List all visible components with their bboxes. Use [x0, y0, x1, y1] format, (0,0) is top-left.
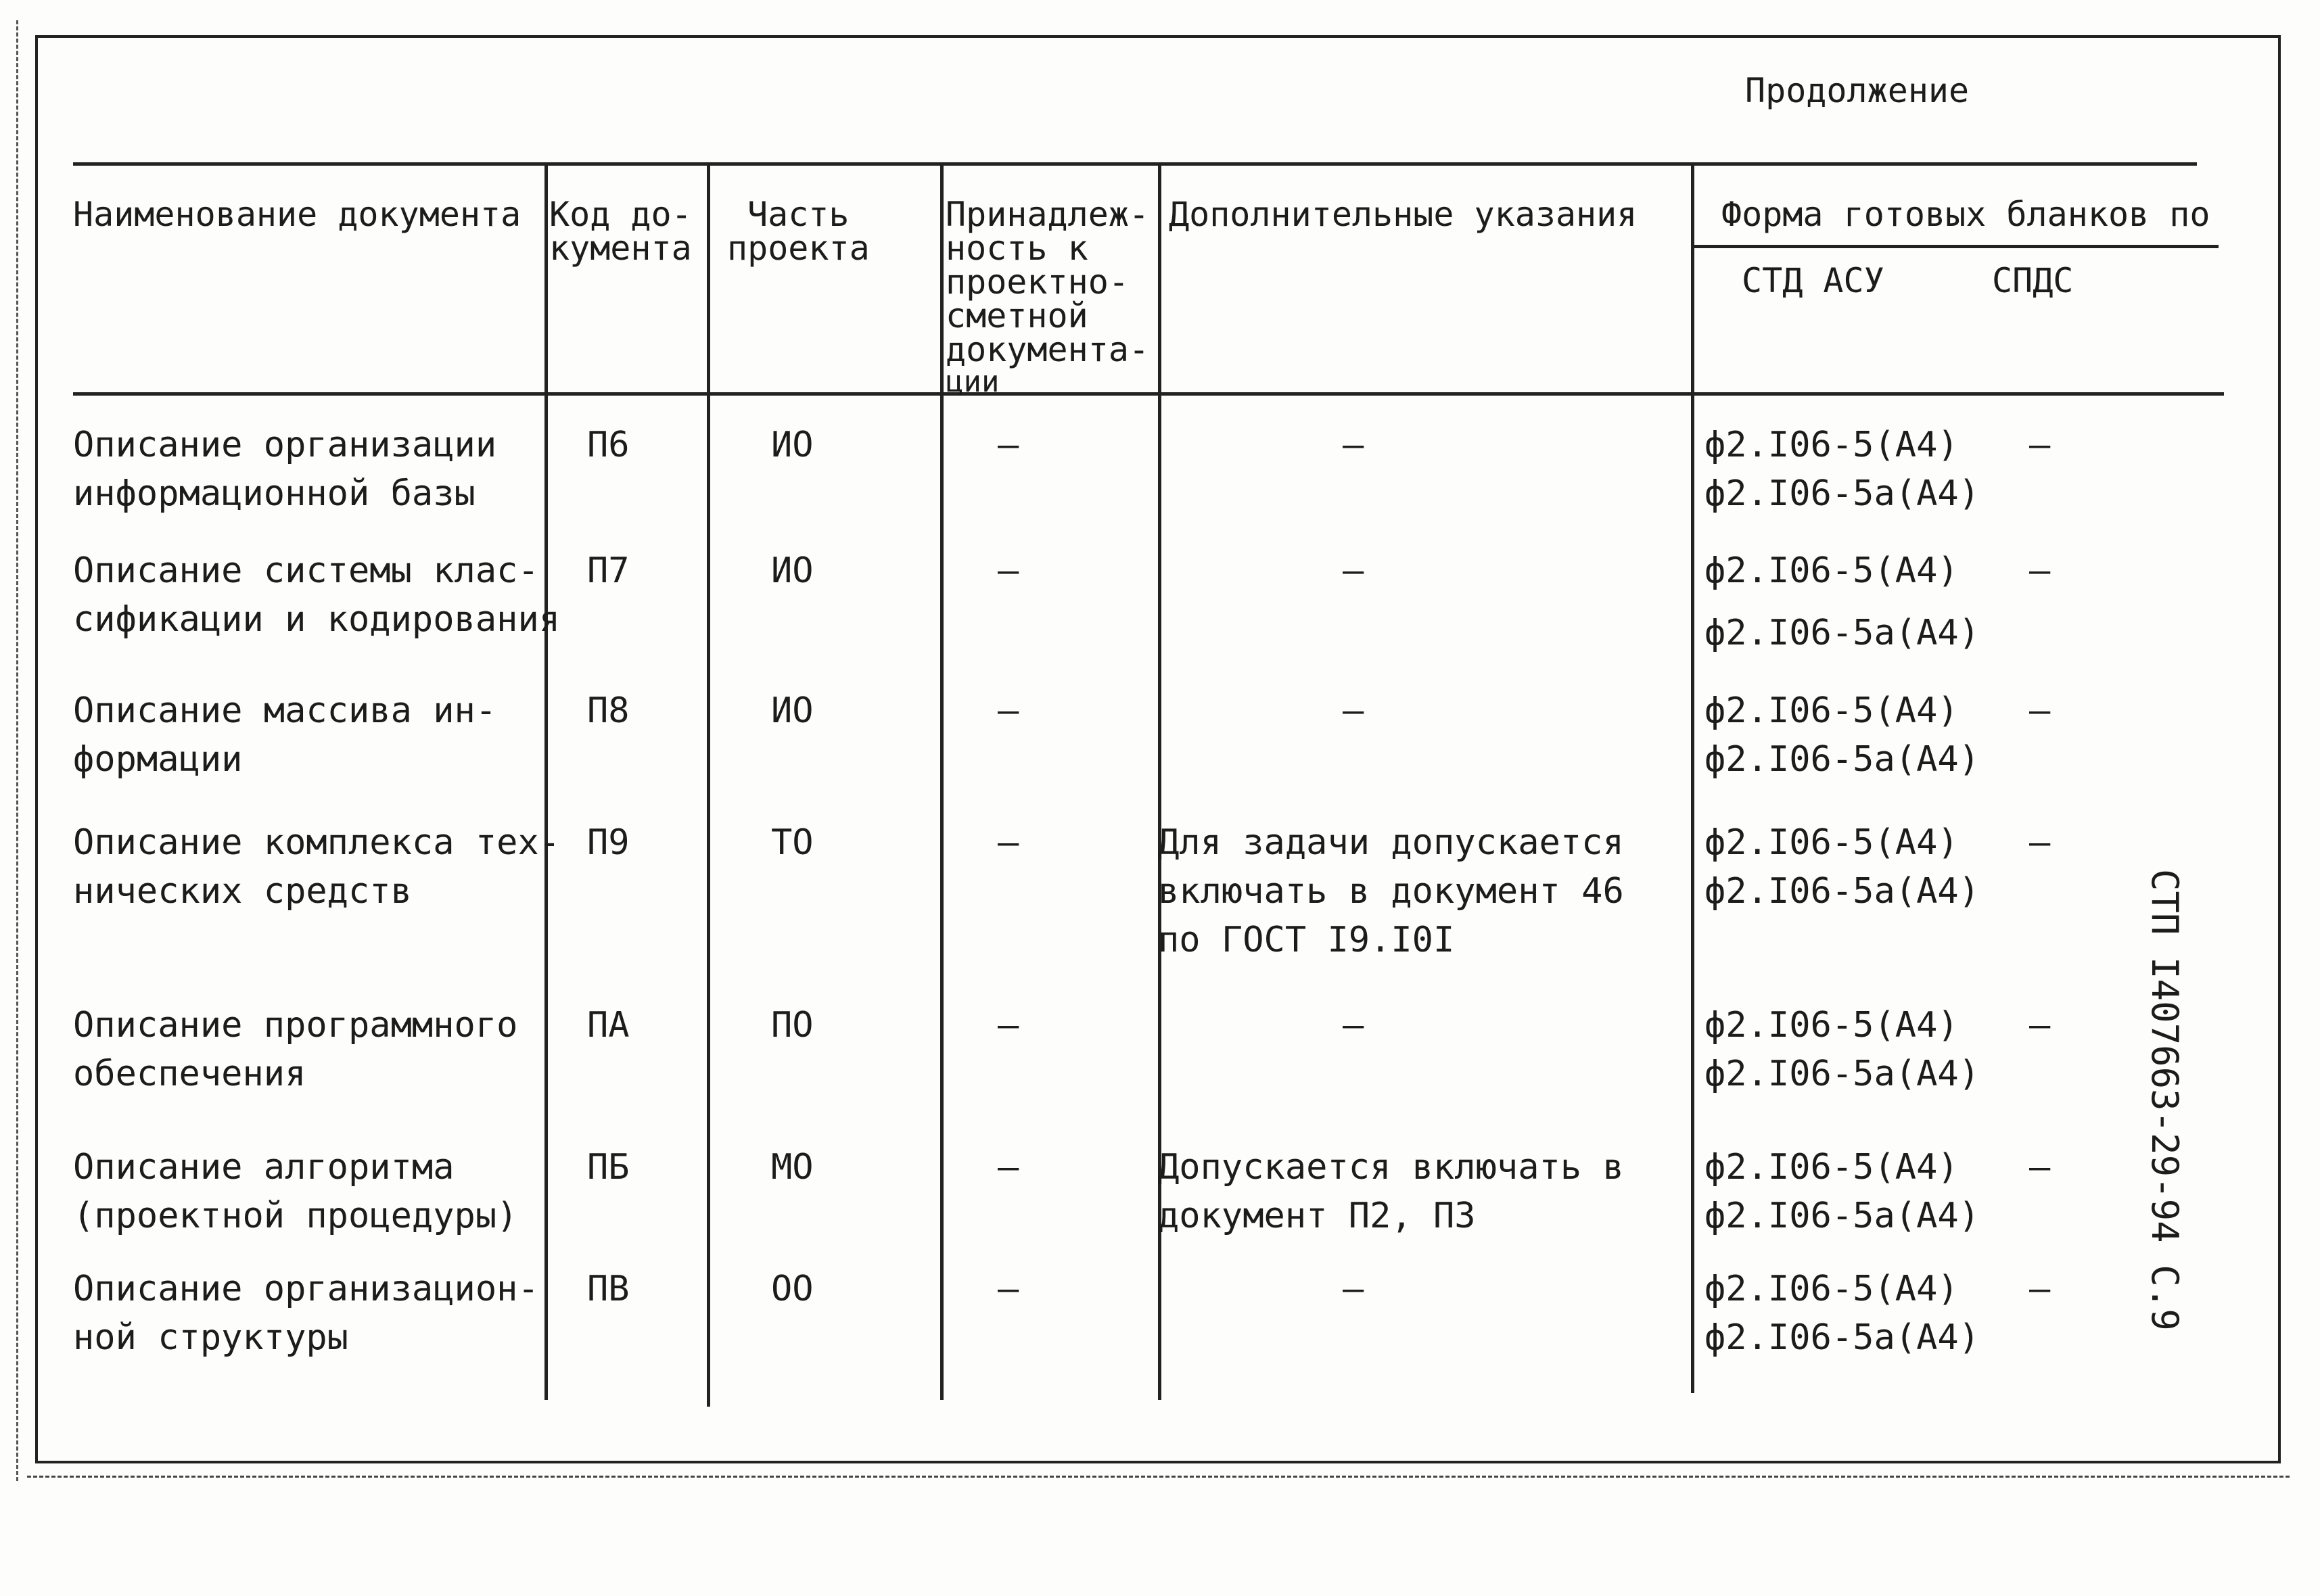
row-belong: – [998, 1005, 1019, 1046]
row-form-line1: ф2.I06-5(А4) [1704, 1269, 1959, 1309]
row-form-line1: ф2.I06-5(А4) [1704, 425, 1959, 465]
margin-dashed-line [16, 20, 18, 1481]
row-belong: – [998, 1147, 1019, 1188]
row-form-line2: ф2.I06-5а(А4) [1704, 613, 1980, 653]
col-header-forms-std: СТД АСУ [1742, 261, 1884, 300]
row-part: ОО [771, 1269, 814, 1309]
row-code: П6 [587, 425, 630, 465]
row-name-line1: Описание алгоритма [73, 1147, 455, 1188]
row-name-line2: ной структуры [73, 1317, 348, 1358]
col-header-forms: Форма готовых бланков по [1721, 195, 2210, 234]
row-note: – [1343, 1005, 1364, 1046]
col-header-belong-6: ции [946, 365, 1000, 399]
row-note-line2: документ П2, П3 [1158, 1196, 1476, 1236]
row-part: ПО [771, 1005, 814, 1046]
row-part: МО [771, 1147, 814, 1188]
row-note-line1: Допускается включать в [1158, 1147, 1624, 1188]
row-form-line2: ф2.I06-5а(А4) [1704, 739, 1980, 780]
row-spds: – [2029, 1147, 2051, 1188]
row-part: ТО [771, 822, 814, 863]
row-name-line2: информационной базы [73, 473, 475, 514]
row-form-line2: ф2.I06-5а(А4) [1704, 1054, 1980, 1094]
row-name-line2: сификации и кодирования [73, 599, 561, 640]
row-belong: – [998, 425, 1019, 465]
table-top-rule [73, 162, 2197, 166]
row-name-line2: обеспечения [73, 1054, 306, 1094]
row-note: – [1343, 1269, 1364, 1309]
row-spds: – [2029, 1269, 2051, 1309]
row-code: П9 [587, 822, 630, 863]
row-code: П8 [587, 690, 630, 731]
row-note-line2: включать в документ 46 [1158, 871, 1624, 912]
row-note: – [1343, 550, 1364, 591]
row-name-line1: Описание массива ин- [73, 690, 497, 731]
row-spds: – [2029, 550, 2051, 591]
col-divider-1 [544, 162, 548, 1400]
document-code-side: СТП I407663-29-94 С.9 [2143, 869, 2186, 1331]
row-note-line3: по ГОСТ I9.I0I [1158, 920, 1455, 960]
row-belong: – [998, 550, 1019, 591]
col-header-part-2: проекта [727, 229, 870, 268]
row-spds: – [2029, 1005, 2051, 1046]
row-code: П7 [587, 550, 630, 591]
row-belong: – [998, 690, 1019, 731]
col-header-code-1: Код до- [549, 195, 692, 234]
row-form-line1: ф2.I06-5(А4) [1704, 690, 1959, 731]
col-header-code-2: кумента [549, 229, 692, 268]
col-header-notes: Дополнительные указания [1169, 195, 1638, 234]
row-name-line1: Описание программного [73, 1005, 518, 1046]
row-part: ИО [771, 550, 814, 591]
col-header-belong-2: ность к [946, 229, 1088, 268]
col-header-forms-spds: СПДС [1992, 261, 2074, 300]
col-divider-2 [707, 162, 710, 1407]
row-name-line1: Описание системы клас- [73, 550, 539, 591]
row-note: – [1343, 690, 1364, 731]
row-form-line2: ф2.I06-5а(А4) [1704, 871, 1980, 912]
row-note: – [1343, 425, 1364, 465]
col-header-belong-1: Принадлеж- [946, 195, 1150, 234]
forms-sub-rule [1691, 245, 2219, 248]
row-code: ПВ [587, 1269, 630, 1309]
col-header-belong-5: документа- [946, 330, 1150, 369]
row-form-line1: ф2.I06-5(А4) [1704, 1147, 1959, 1188]
row-name-line2: формации [73, 739, 243, 780]
row-form-line2: ф2.I06-5а(А4) [1704, 1317, 1980, 1358]
row-form-line1: ф2.I06-5(А4) [1704, 1005, 1959, 1046]
header-bottom-rule [73, 392, 2224, 396]
col-header-belong-4: сметной [946, 296, 1088, 335]
continuation-label: Продолжение [1745, 71, 1970, 110]
row-belong: – [998, 1269, 1019, 1309]
row-name-line1: Описание организации [73, 425, 497, 465]
row-belong: – [998, 822, 1019, 863]
col-divider-5 [1691, 162, 1694, 1393]
row-part: ИО [771, 425, 814, 465]
col-divider-3 [940, 162, 944, 1400]
row-part: ИО [771, 690, 814, 731]
frame-bottom-dashed [27, 1476, 2290, 1478]
col-header-belong-3: проектно- [946, 262, 1129, 302]
row-code: ПА [587, 1005, 630, 1046]
row-name-line2: (проектной процедуры) [73, 1196, 518, 1236]
row-name-line1: Описание организацион- [73, 1269, 539, 1309]
row-code: ПБ [587, 1147, 630, 1188]
row-note-line1: Для задачи допускается [1158, 822, 1624, 863]
row-form-line2: ф2.I06-5а(А4) [1704, 1196, 1980, 1236]
row-name-line1: Описание комплекса тех- [73, 822, 561, 863]
row-form-line1: ф2.I06-5(А4) [1704, 550, 1959, 591]
row-name-line2: нических средств [73, 871, 412, 912]
row-spds: – [2029, 690, 2051, 731]
col-header-name: Наименование документа [73, 195, 521, 234]
row-spds: – [2029, 425, 2051, 465]
row-form-line1: ф2.I06-5(А4) [1704, 822, 1959, 863]
col-header-part-1: Часть [747, 195, 850, 234]
row-spds: – [2029, 822, 2051, 863]
row-form-line2: ф2.I06-5а(А4) [1704, 473, 1980, 514]
